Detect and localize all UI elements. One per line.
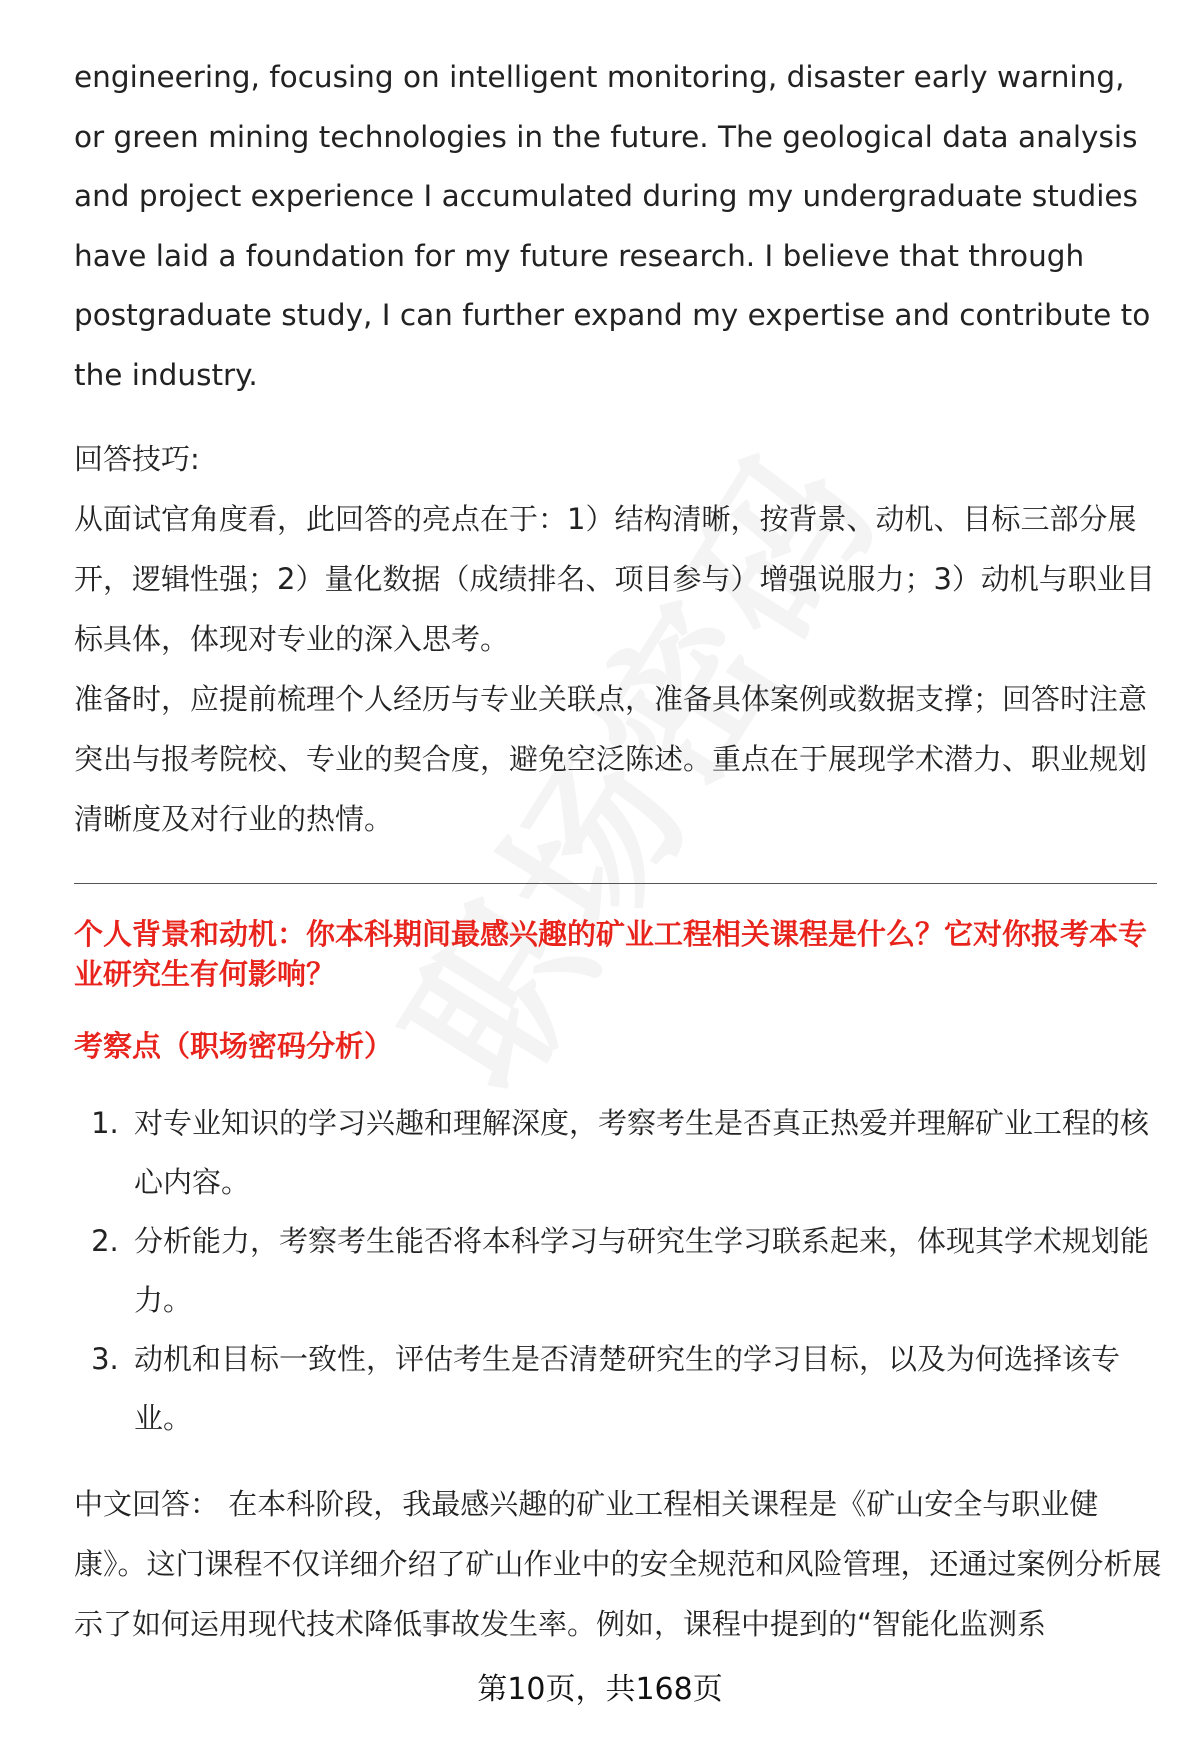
tips-paragraph-2: 准备时，应提前梳理个人经历与专业关联点，准备具体案例或数据支撑；回答时注意突出与报考院校、专业的契合度，避免空泛陈述。重点在于展现学术潜力、职业规划清晰度及对行业的热情。 xyxy=(74,682,1148,836)
chinese-answer xyxy=(74,1474,1164,1654)
assessment-point: 2. 分析能力，考察考生能否将本科学习与研究生学习联系起来，体现其学术规划能力。 xyxy=(128,1212,1164,1330)
english-answer-paragraph: engineering, focusing on intelligent monitoring, disaster early warning, or green mining technologies in the future. The geological data analysis and project experience I accumulated during my undergraduate studies have laid a foundation for my future research. I believe that through postgraduate study, I can further expand my expertise and contribute to the industry. xyxy=(74,60,1151,392)
assessment-heading: 考察点（职场密码分析） xyxy=(74,1029,394,1063)
tips-label: 回答技巧: xyxy=(74,442,200,476)
chinese-answer-label: 中文回答： xyxy=(74,1487,220,1521)
assessment-points-list xyxy=(74,1094,1164,1448)
tips-paragraph-1: 从面试官角度看，此回答的亮点在于：1）结构清晰，按背景、动机、目标三部分展开，逻辑性强；2）量化数据（成绩排名、项目参与）增强说服力；3）动机与职业目标具体，体现对专业的深入思考。 xyxy=(74,502,1155,656)
section-divider xyxy=(74,883,1157,884)
assessment-point: 1. 对专业知识的学习兴趣和理解深度，考察考生是否真正热爱并理解矿业工程的核心内容。 xyxy=(128,1094,1164,1212)
assessment-point: 3. 动机和目标一致性，评估考生是否清楚研究生的学习目标，以及为何选择该专业。 xyxy=(128,1330,1164,1448)
chinese-answer-text: 在本科阶段，我最感兴趣的矿业工程相关课程是《矿山安全与职业健康》。这门课程不仅详细介绍了矿山作业中的安全规范和风险管理，还通过案例分析展示了如何运用现代技术降低事故发生率。例如，课程中提到的“智能化监测系 xyxy=(74,1487,1162,1641)
page-content xyxy=(74,48,1164,1654)
page-footer: 第10页，共168页 xyxy=(477,1672,723,1707)
interview-question: 个人背景和动机：你本科期间最感兴趣的矿业工程相关课程是什么？它对你报考本专业研究生有何影响？ xyxy=(74,917,1148,991)
